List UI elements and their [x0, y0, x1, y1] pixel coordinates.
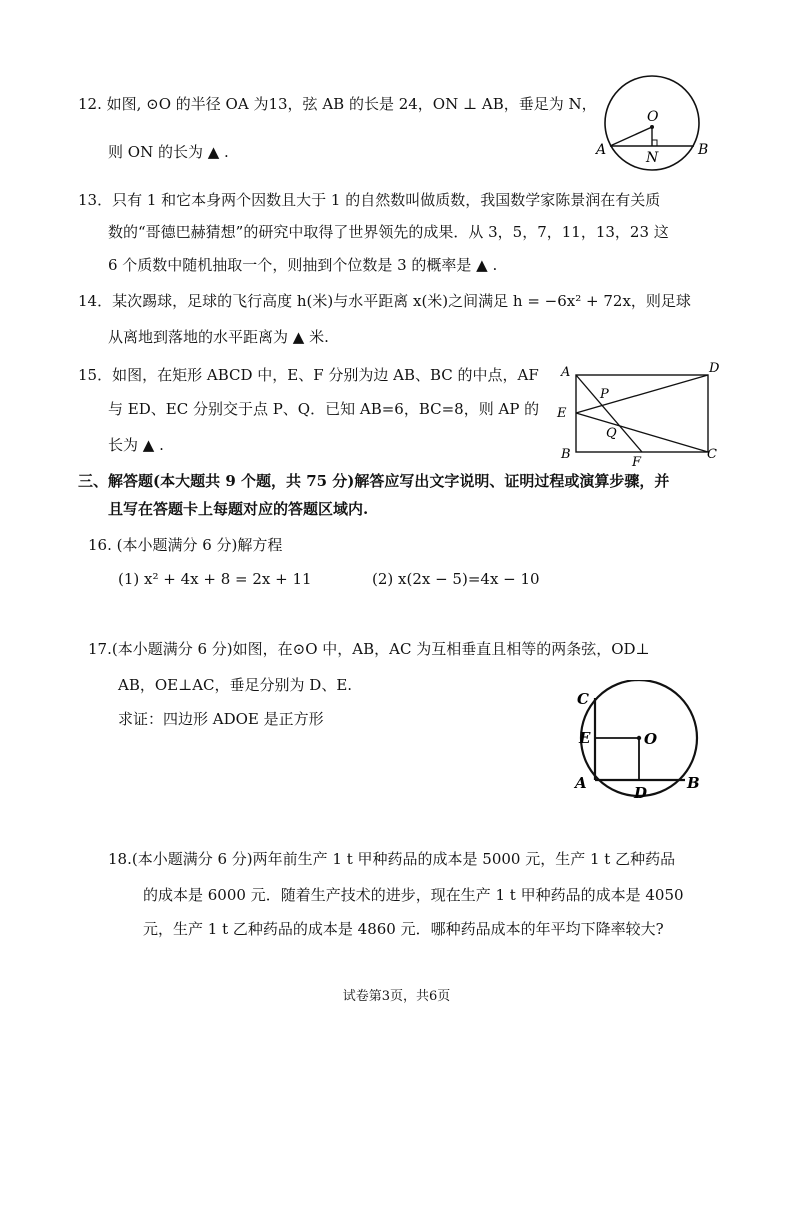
q15-segment-ed [576, 375, 708, 413]
q13-line3: 6 个质数中随机抽取一个，则抽到个位数是 3 的概率是 ▲ . [108, 256, 498, 274]
q17-line1: 17.(本小题满分 6 分)如图，在⊙O 中，AB，AC 为互相垂直且相等的两条弦，OD⊥ [88, 640, 650, 658]
q15-rectangle-figure [552, 360, 727, 468]
q17-label-b: B [687, 774, 700, 792]
q15-line1: 15．如图，在矩形 ABCD 中，E、F 分别为边 AB、BC 的中点，AF [78, 366, 539, 384]
q17-line3: 求证：四边形 ADOE 是正方形 [118, 710, 324, 728]
q17-label-e: E [579, 729, 591, 747]
q15-label-f: F [632, 455, 642, 468]
q18-line1: 18.(本小题满分 6 分)两年前生产 1 t 甲种药品的成本是 5000 元，生产 1 t 乙种药品 [108, 850, 676, 868]
q15-segment-ec [576, 413, 708, 452]
q12-label-o: O [647, 109, 659, 125]
q12-circle-figure [590, 75, 720, 175]
q15-label-c: C [707, 447, 717, 462]
q18-line3: 元，生产 1 t 乙种药品的成本是 4860 元．哪种药品成本的年平均下降率较大? [143, 920, 664, 938]
q13-line1: 13．只有 1 和它本身两个因数且大于 1 的自然数叫做质数，我国数学家陈景润在有关质 [78, 191, 661, 209]
q17-label-d: D [634, 784, 648, 802]
q12-line1: 12. 如图, ⊙O 的半径 OA 为13，弦 AB 的长是 24，ON ⊥ AB，垂足为 N， [78, 95, 597, 113]
q12-radius-oa [610, 127, 652, 146]
q12-label-b: B [698, 142, 709, 158]
q15-line3: 长为 ▲ . [108, 436, 164, 454]
q12-label-n: N [646, 150, 659, 166]
q15-label-a: A [561, 365, 571, 380]
q16-equation-2: (2) x(2x − 5)=4x − 10 [372, 570, 540, 588]
q15-rectangle-abcd [576, 375, 708, 452]
q13-line2: 数的“哥德巴赫猜想”的研究中取得了世界领先的成果．从 3，5，7，11，13，23 这 [108, 223, 669, 241]
page-footer: 试卷第3页，共6页 [342, 989, 451, 1004]
q14-line1: 14．某次踢球，足球的飞行高度 h(米)与水平距离 x(米)之间满足 h = −6x² + 72x，则足球 [78, 292, 691, 310]
q17-label-a: A [575, 774, 587, 792]
q17-label-c: C [577, 690, 589, 708]
q17-line2: AB，OE⊥AC，垂足分别为 D、E. [118, 676, 353, 694]
section3-heading-line2: 且写在答题卡上每题对应的答题区域内. [108, 500, 369, 518]
q14-line2: 从离地到落地的水平距离为 ▲ 米. [108, 328, 329, 346]
q15-line2: 与 ED、EC 分别交于点 P、Q．已知 AB=6，BC=8，则 AP 的 [108, 400, 540, 418]
q16-title: 16. (本小题满分 6 分)解方程 [88, 536, 283, 554]
q15-label-d: D [709, 361, 720, 376]
q16-equation-1: (1) x² + 4x + 8 = 2x + 11 [118, 570, 312, 588]
q12-line2: 则 ON 的长为 ▲ . [108, 143, 229, 161]
q12-center-point [650, 125, 654, 129]
q15-label-q: Q [606, 426, 617, 441]
section3-heading-line1: 三、解答题(本大题共 9 个题，共 75 分)解答应写出文字说明、证明过程或演算步骤，并 [78, 472, 670, 490]
q18-line2: 的成本是 6000 元．随着生产技术的进步，现在生产 1 t 甲种药品的成本是 4050 [143, 886, 684, 904]
q17-circle-figure [568, 680, 728, 805]
q15-label-e: E [557, 406, 567, 421]
q17-center-point [637, 736, 641, 740]
q12-label-a: A [596, 142, 607, 158]
q15-label-b: B [561, 447, 571, 462]
q15-label-p: P [600, 387, 609, 402]
q17-label-o: O [644, 730, 658, 748]
q12-right-angle-mark [652, 140, 657, 146]
